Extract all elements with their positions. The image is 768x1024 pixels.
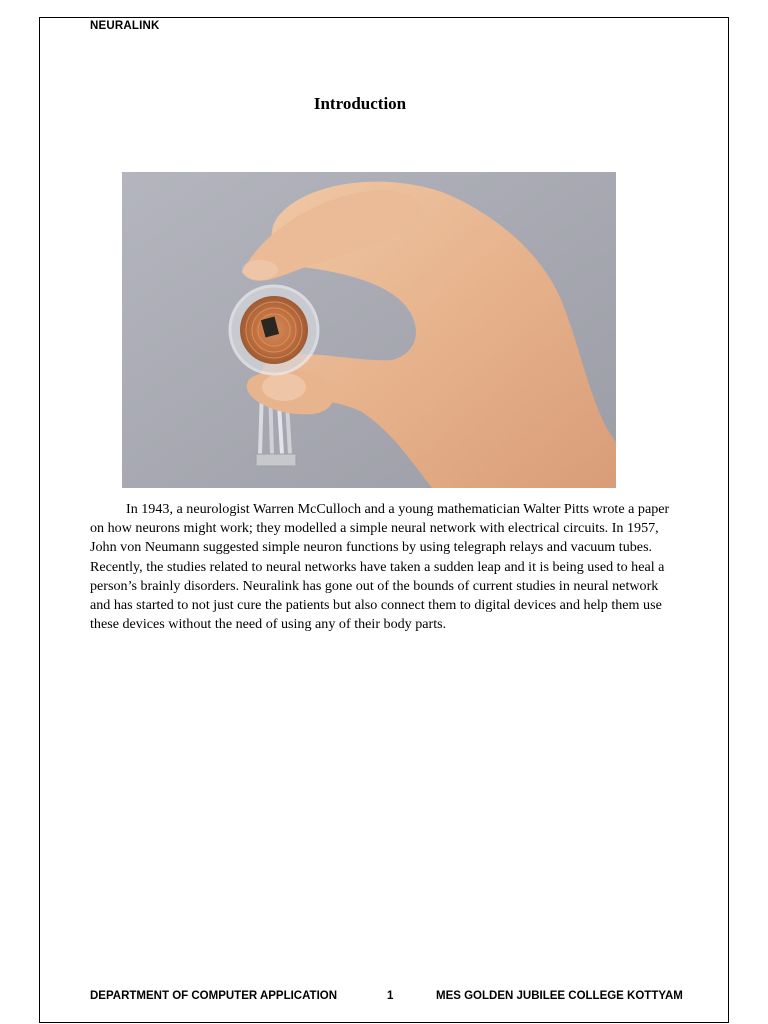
running-header: NEURALINK [90, 20, 160, 32]
section-title: Introduction [313, 94, 407, 113]
footer-college: MES GOLDEN JUBILEE COLLEGE KOTTYAM [436, 990, 683, 1002]
footer-department: DEPARTMENT OF COMPUTER APPLICATION [90, 990, 338, 1002]
neuralink-chip [230, 286, 318, 374]
introduction-paragraph: In 1943, a neurologist Warren McCulloch and a young mathematician Walter Pitts wrote a paper on how neurons might work; they modelled a simple neural network with electrical circuits. In 1957, John von Neumann suggested simple neuron functions by using telegraph relays and vacuum tubes. Recently, the studies related to neural networks have taken a sudden leap and it is being used to heal a person’s brainly disorders. Neuralink has gone out of the bounds of current studies in neural network and has started to not just cure the patients but also connect them to digital devices and help them use these devices without the need of using any of their body parts. [90, 501, 670, 633]
footer-page-number: 1 [387, 990, 394, 1002]
hand-holding-chip-image [122, 172, 616, 488]
